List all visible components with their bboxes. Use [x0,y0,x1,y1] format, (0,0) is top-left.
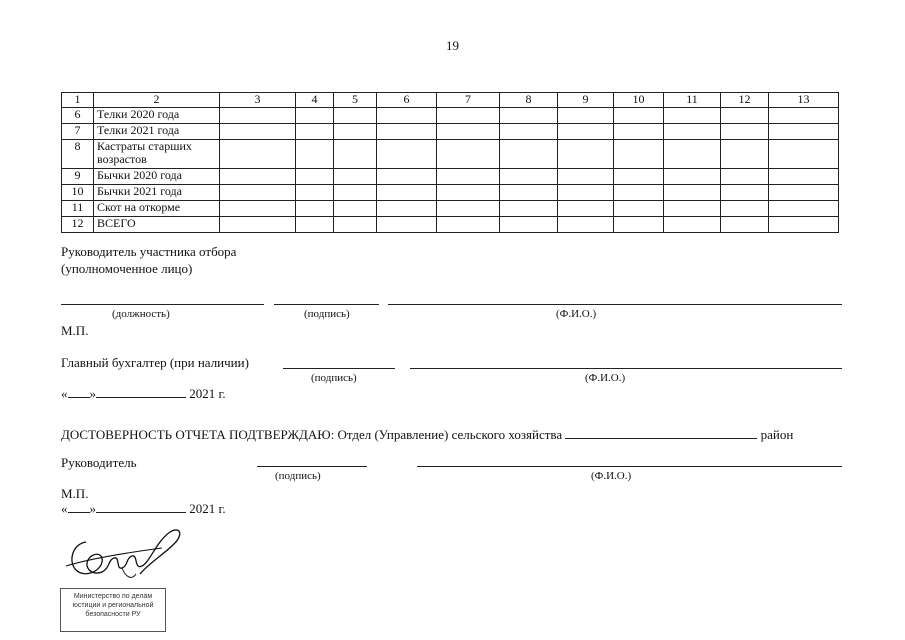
stamp-line2: юстиции и региональной [72,602,154,609]
head-title-line1: Руководитель участника отбора [61,244,237,259]
stamp-line3: безопасности РУ [85,611,141,618]
header-cell: 7 [437,93,500,108]
row-number: 9 [62,169,94,185]
row-name: Телки 2021 года [94,124,220,140]
table-row [62,217,839,233]
row-number: 10 [62,185,94,201]
seal-label: М.П. [61,323,89,338]
row-name [94,140,220,169]
date-close-quote: » [89,386,96,401]
head-title-line2: (уполномоченное лицо) [61,261,193,276]
row-name: Бычки 2021 года [94,185,220,201]
table-header-row [62,93,839,108]
date-year: 2021 г. [189,501,226,516]
date-open-quote: « [61,501,68,516]
manager-name-line[interactable] [417,466,842,467]
date-close-quote: » [89,501,96,516]
manager-label: Руководитель [61,455,137,470]
caption-signature: (подпись) [304,308,350,320]
row-number: 12 [62,217,94,233]
manager-signature-line[interactable] [257,466,367,467]
row-name: Телки 2020 года [94,108,220,124]
table-row [62,140,839,169]
row-name-line2: возрастов [97,152,147,166]
district-suffix: район [760,427,794,442]
chief-accountant-label: Главный бухгалтер (при наличии) [61,355,249,370]
header-cell: 11 [664,93,721,108]
date-day-field[interactable] [68,511,90,513]
header-cell: 1 [62,93,94,108]
row-number: 6 [62,108,94,124]
table-row [62,124,839,140]
signature-line[interactable] [274,304,379,305]
manager-caption-signature: (подпись) [275,470,321,482]
header-cell: 3 [220,93,296,108]
date-year: 2021 г. [189,386,226,401]
date-day-field[interactable] [68,396,90,398]
header-cell: 6 [377,93,437,108]
livestock-table [61,92,839,233]
manager-date [61,501,226,517]
registration-stamp [60,588,166,632]
row-number: 7 [62,124,94,140]
confirmation-line [61,427,793,443]
accountant-name-line[interactable] [410,368,842,369]
confirmation-text: ДОСТОВЕРНОСТЬ ОТЧЕТА ПОДТВЕРЖДАЮ: Отдел (Управление) сельского хозяйства [61,427,563,442]
district-field[interactable] [565,437,757,439]
caption-full-name: (Ф.И.О.) [556,308,597,320]
manager-caption-name: (Ф.И.О.) [591,470,632,482]
row-name-line1: Кастраты старших [97,139,192,153]
row-name: Бычки 2020 года [94,169,220,185]
header-cell: 5 [334,93,377,108]
accountant-caption-name: (Ф.И.О.) [585,372,626,384]
caption-position: (должность) [112,308,170,320]
date-month-field[interactable] [96,511,186,513]
date-month-field[interactable] [96,396,186,398]
handwritten-signature [62,522,187,588]
position-signature-line[interactable] [61,304,264,305]
date-open-quote: « [61,386,68,401]
stamp-line1: Министерство по делам [73,593,153,600]
page-number: 19 [446,38,459,53]
header-cell: 13 [769,93,839,108]
row-name: ВСЕГО [94,217,220,233]
header-cell: 9 [558,93,614,108]
table-row [62,108,839,124]
header-cell: 4 [296,93,334,108]
accountant-signature-line[interactable] [283,368,395,369]
row-number: 11 [62,201,94,217]
table-row [62,201,839,217]
header-cell: 2 [94,93,220,108]
full-name-line[interactable] [388,304,842,305]
table-row [62,169,839,185]
accountant-date [61,386,226,402]
header-cell: 10 [614,93,664,108]
accountant-caption-signature: (подпись) [311,372,357,384]
header-cell: 12 [721,93,769,108]
row-number: 8 [62,140,94,169]
header-cell: 8 [500,93,558,108]
table-row [62,185,839,201]
row-name: Скот на откорме [94,201,220,217]
manager-seal-label: М.П. [61,486,89,501]
